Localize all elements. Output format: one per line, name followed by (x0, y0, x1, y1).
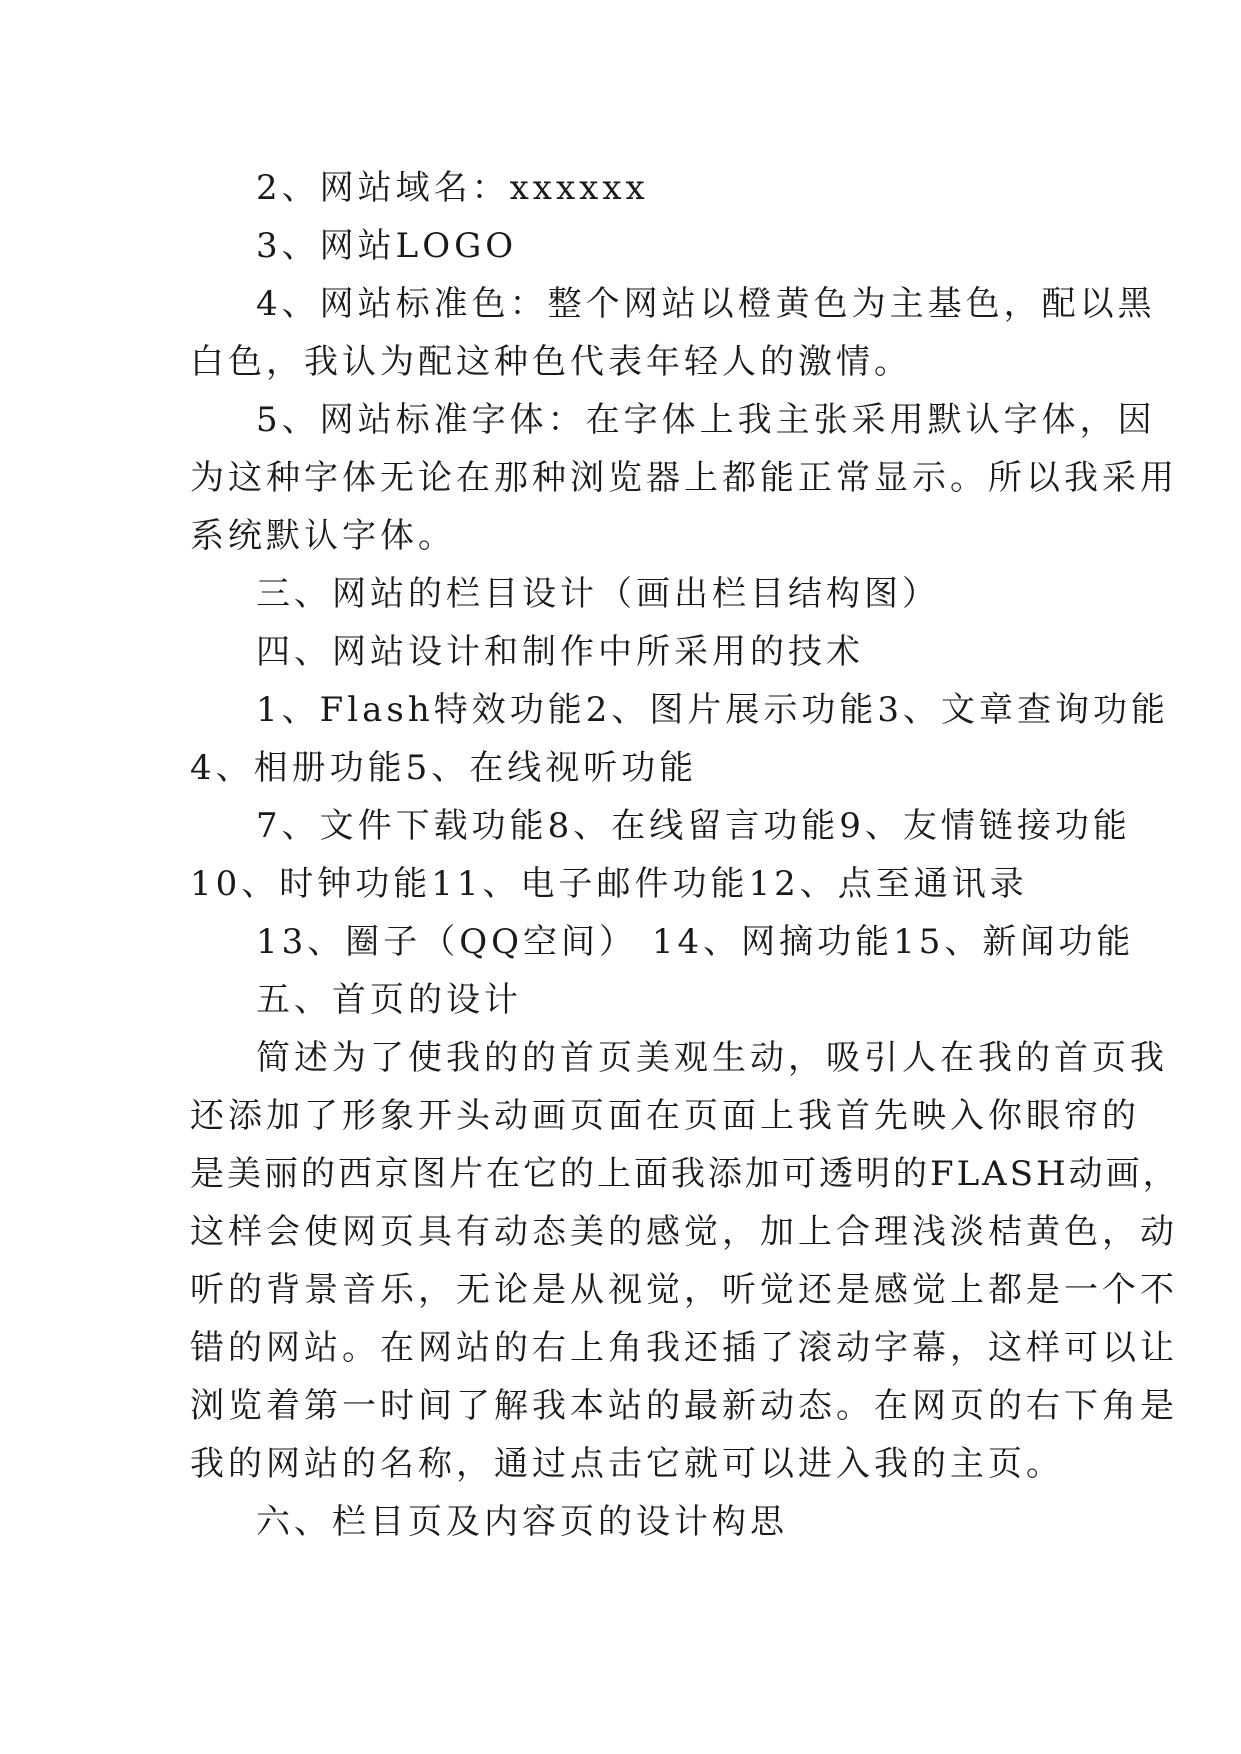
heading-section-4: 四、网站设计和制作中所采用的技术 (256, 632, 864, 672)
heading-section-5: 五、首页的设计 (256, 980, 522, 1020)
paragraph-homepage-line-6: 错的网站。在网站的右上角我还插了滚动字幕，这样可以让 (190, 1328, 1178, 1368)
line-features-1: 1、Flash特效功能2、图片展示功能3、文章查询功能 (256, 690, 1169, 730)
line-features-2-cont: 10、时钟功能11、电子邮件功能12、点至通讯录 (190, 864, 1028, 904)
line-standard-color-cont: 白色，我认为配这种色代表年轻人的激情。 (190, 342, 912, 382)
paragraph-homepage-line-1: 简述为了使我的的首页美观生动，吸引人在我的首页我 (256, 1038, 1168, 1078)
line-domain: 2、网站域名：xxxxxx (256, 168, 649, 208)
line-features-2: 7、文件下载功能8、在线留言功能9、友情链接功能 (256, 806, 1131, 846)
paragraph-homepage-line-2: 还添加了形象开头动画页面在页面上我首先映入你眼帘的 (190, 1096, 1140, 1136)
line-standard-font-cont-2: 系统默认字体。 (190, 516, 456, 556)
paragraph-homepage-line-3: 是美丽的西京图片在它的上面我添加可透明的FLASH动画， (190, 1154, 1180, 1194)
paragraph-homepage-line-5: 听的背景音乐，无论是从视觉，听觉还是感觉上都是一个不 (190, 1270, 1178, 1310)
line-features-1-cont: 4、相册功能5、在线视听功能 (190, 748, 698, 788)
line-standard-font-cont-1: 为这种字体无论在那种浏览器上都能正常显示。所以我采用 (190, 458, 1178, 498)
line-logo: 3、网站LOGO (256, 226, 518, 266)
heading-section-3: 三、网站的栏目设计（画出栏目结构图） (256, 574, 940, 614)
line-standard-font: 5、网站标准字体：在字体上我主张采用默认字体，因 (256, 400, 1156, 440)
paragraph-homepage-line-8: 我的网站的名称，通过点击它就可以进入我的主页。 (190, 1444, 1064, 1484)
paragraph-homepage-line-7: 浏览着第一时间了解我本站的最新动态。在网页的右下角是 (190, 1386, 1178, 1426)
line-standard-color: 4、网站标准色：整个网站以橙黄色为主基色，配以黑 (256, 284, 1156, 324)
line-features-3: 13、圈子（QQ空间） 14、网摘功能15、新闻功能 (256, 922, 1135, 962)
heading-section-6: 六、栏目页及内容页的设计构思 (256, 1502, 788, 1542)
paragraph-homepage-line-4: 这样会使网页具有动态美的感觉，加上合理浅淡桔黄色，动 (190, 1212, 1178, 1252)
